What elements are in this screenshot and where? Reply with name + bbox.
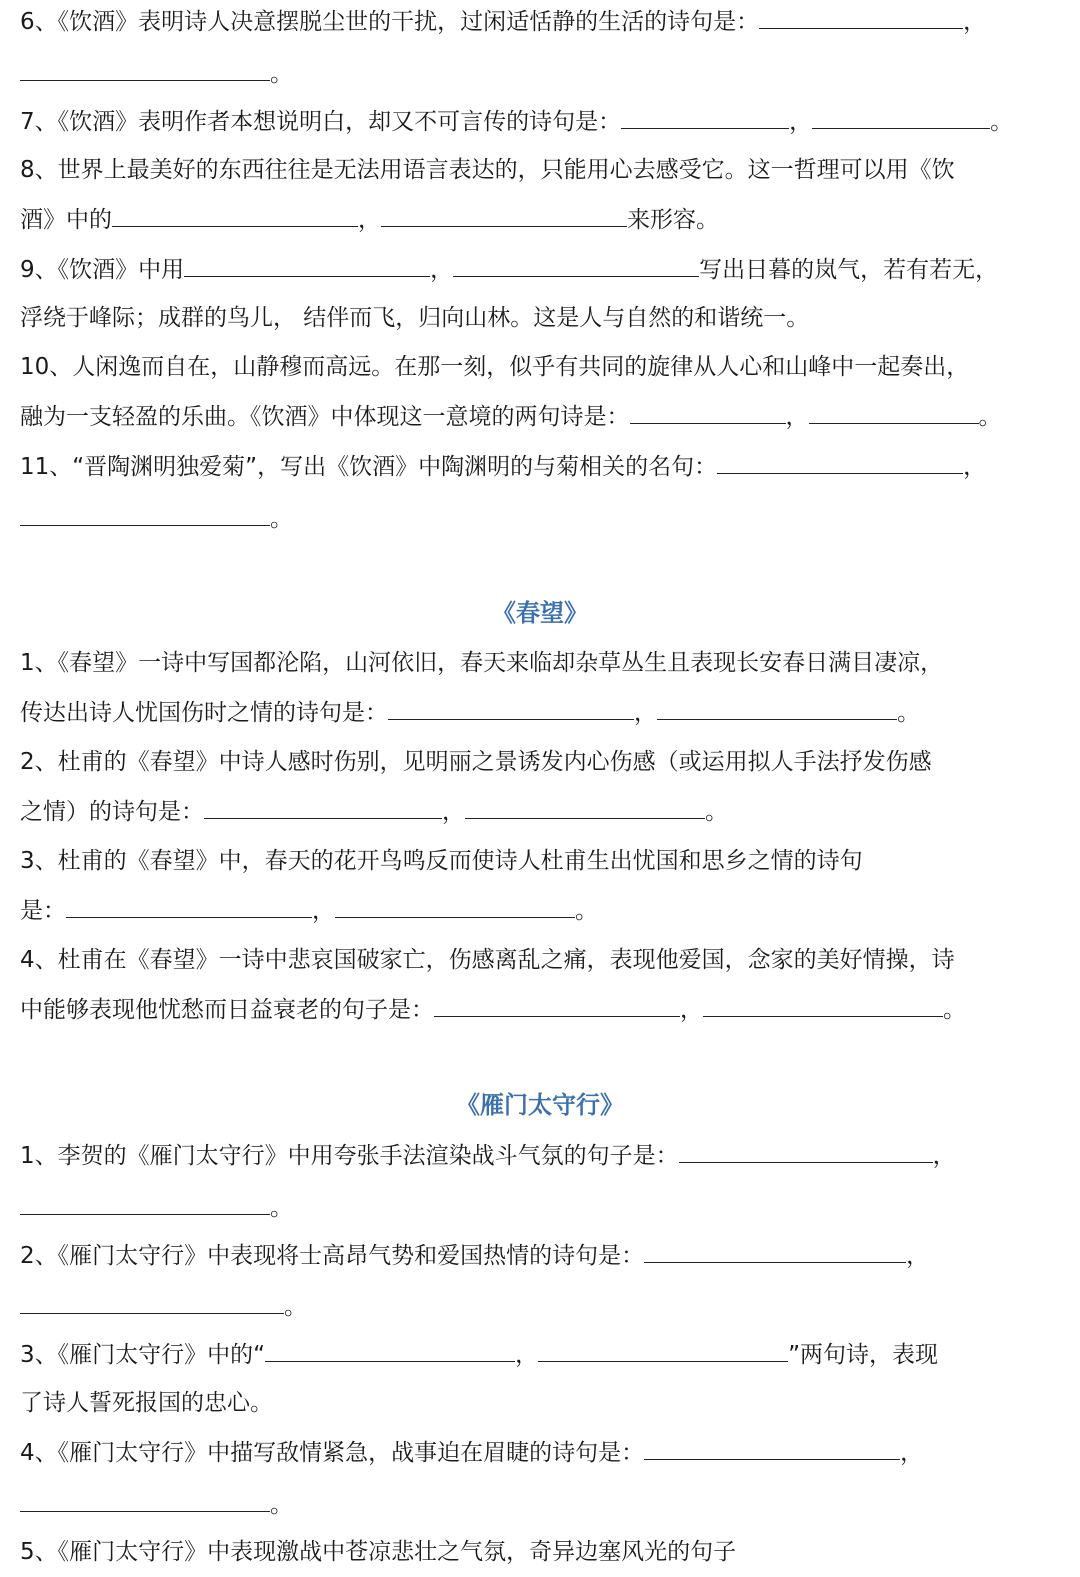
yinjiu-q10-line2 bbox=[20, 401, 1060, 431]
question-text: ， bbox=[680, 997, 703, 1023]
answer-blank[interactable] bbox=[679, 1140, 933, 1163]
answer-blank[interactable] bbox=[644, 1240, 906, 1263]
question-text: 10、人闲逸而自在，山静穆而高远。在那一刻，似乎有共同的旋律从人心和山峰中一起奏出， bbox=[20, 354, 970, 380]
answer-blank[interactable] bbox=[66, 895, 312, 918]
answer-blank[interactable] bbox=[759, 6, 963, 29]
question-text: 。 bbox=[705, 799, 728, 825]
yinjiu-q11-line2 bbox=[20, 503, 1060, 533]
question-text: 6、《饮酒》表明诗人决意摆脱尘世的干扰，过闲适恬静的生活的诗句是： bbox=[20, 9, 760, 35]
answer-blank[interactable] bbox=[20, 503, 270, 526]
question-text: ， bbox=[789, 109, 813, 135]
answer-blank[interactable] bbox=[20, 1192, 270, 1215]
answer-blank[interactable] bbox=[204, 796, 442, 819]
question-text: 1、《春望》一诗中写国都沦陷，山河依旧，春天来临却杂草丛生且表现长安春日满目凄凉， bbox=[20, 650, 944, 676]
question-text: 11、“晋陶渊明独爱菊”，写出《饮酒》中陶渊明的与菊相关的名句： bbox=[20, 454, 718, 480]
question-text: 2、杜甫的《春望》中诗人感时伤别，见明丽之景诱发内心伤感（或运用拟人手法抒发伤感 bbox=[20, 749, 932, 775]
answer-blank[interactable] bbox=[20, 58, 270, 81]
chunwang-q2-line1 bbox=[20, 747, 1060, 777]
chunwang-q4-line1 bbox=[20, 945, 1060, 975]
yinjiu-q8-line1 bbox=[20, 155, 1060, 185]
question-text: 。 bbox=[270, 1195, 293, 1221]
yanmen-q3-line2 bbox=[20, 1388, 1060, 1418]
answer-blank[interactable] bbox=[453, 254, 699, 277]
question-text: 9、《饮酒》中用 bbox=[20, 257, 185, 283]
question-text: ， bbox=[515, 1342, 539, 1368]
answer-blank[interactable] bbox=[388, 697, 634, 720]
question-text: 。 bbox=[270, 61, 293, 87]
question-text: 4、杜甫在《春望》一诗中悲哀国破家亡，伤感离乱之痛，表现他爱国，念家的美好情操，诗 bbox=[20, 947, 955, 973]
question-text: 3、《雁门太守行》中的“ bbox=[20, 1342, 266, 1368]
question-text: ， bbox=[900, 1440, 924, 1466]
section-title-yanmen: 《雁门太守行》 bbox=[456, 1091, 624, 1119]
yanmen-q3-line1 bbox=[20, 1339, 1060, 1369]
question-text: 传达出诗人忧国伤时之情的诗句是： bbox=[20, 700, 388, 726]
chunwang-q3-line2 bbox=[20, 895, 1060, 925]
question-text: ”两句诗，表现 bbox=[788, 1342, 938, 1368]
answer-blank[interactable] bbox=[703, 994, 943, 1017]
answer-blank[interactable] bbox=[184, 254, 430, 277]
question-text: ， bbox=[932, 1143, 956, 1169]
answer-blank[interactable] bbox=[465, 796, 705, 819]
question-text: ， bbox=[906, 1243, 930, 1269]
chunwang-q1-line2 bbox=[20, 697, 1060, 727]
question-text: 了诗人誓死报国的忠心。 bbox=[20, 1390, 273, 1416]
question-text: ， bbox=[430, 257, 454, 283]
question-text: 。 bbox=[943, 997, 966, 1023]
yanmen-q2-line2 bbox=[20, 1291, 1060, 1321]
question-text: 8、世界上最美好的东西往往是无法用语言表达的，只能用心去感受它。这一哲理可以用《饮 bbox=[20, 157, 955, 183]
question-text: 7、《饮酒》表明作者本想说明白，却又不可言传的诗句是： bbox=[20, 109, 622, 135]
question-text: 。 bbox=[575, 898, 598, 924]
yinjiu-q11-line1 bbox=[20, 451, 1060, 481]
answer-blank[interactable] bbox=[381, 204, 627, 227]
question-text: 浮绕于峰际；成群的鸟儿， 结伴而飞，归向山林。这是人与自然的和谐统一。 bbox=[20, 305, 810, 331]
yinjiu-q6-line1 bbox=[20, 6, 1060, 36]
question-text: ， bbox=[442, 799, 465, 825]
question-text: 。 bbox=[978, 404, 1002, 430]
answer-blank[interactable] bbox=[20, 1291, 284, 1314]
yanmen-q1-line2 bbox=[20, 1192, 1060, 1222]
chunwang-q2-line2 bbox=[20, 796, 1060, 826]
question-text: 中能够表现他忧愁而日益衰老的句子是： bbox=[20, 997, 434, 1023]
question-text: 4、《雁门太守行》中描写敌情紧急，战事迫在眉睫的诗句是： bbox=[20, 1440, 645, 1466]
question-text: ， bbox=[785, 404, 809, 430]
question-text: 酒》中的 bbox=[20, 207, 112, 233]
question-text: 5、《雁门太守行》中表现激战中苍凉悲壮之气氛，奇异边塞风光的句子 bbox=[20, 1539, 737, 1565]
question-text: 。 bbox=[897, 700, 920, 726]
answer-blank[interactable] bbox=[809, 401, 979, 424]
question-text: 。 bbox=[270, 506, 293, 532]
question-text: ， bbox=[312, 898, 335, 924]
answer-blank[interactable] bbox=[434, 994, 680, 1017]
question-text: ， bbox=[963, 9, 987, 35]
yinjiu-q9-line2 bbox=[20, 303, 1060, 333]
yanmen-q4-line1 bbox=[20, 1437, 1060, 1467]
yanmen-q5-line1 bbox=[20, 1537, 1060, 1567]
question-text: 之情）的诗句是： bbox=[20, 799, 204, 825]
question-text: 来形容。 bbox=[627, 207, 719, 233]
yinjiu-q6-line2 bbox=[20, 58, 1060, 88]
question-text: 。 bbox=[270, 1492, 293, 1518]
yinjiu-q7-line1 bbox=[20, 106, 1060, 136]
yanmen-q2-line1 bbox=[20, 1240, 1060, 1270]
yanmen-q4-line2 bbox=[20, 1489, 1060, 1519]
question-text: ， bbox=[634, 700, 657, 726]
answer-blank[interactable] bbox=[657, 697, 897, 720]
answer-blank[interactable] bbox=[621, 106, 789, 129]
question-text: ， bbox=[963, 454, 987, 480]
question-text: 。 bbox=[990, 109, 1014, 135]
answer-blank[interactable] bbox=[538, 1339, 788, 1362]
chunwang-q4-line2 bbox=[20, 994, 1060, 1024]
chunwang-q3-line1 bbox=[20, 846, 1060, 876]
yinjiu-q8-line2 bbox=[20, 204, 1060, 234]
question-text: 写出日暮的岚气，若有若无， bbox=[699, 257, 999, 283]
question-text: 1、李贺的《雁门太守行》中用夸张手法渲染战斗气氛的句子是： bbox=[20, 1143, 679, 1169]
yinjiu-q10-line1 bbox=[20, 352, 1060, 382]
answer-blank[interactable] bbox=[335, 895, 575, 918]
question-text: 3、杜甫的《春望》中，春天的花开鸟鸣反而使诗人杜甫生出忧国和思乡之情的诗句 bbox=[20, 848, 863, 874]
answer-blank[interactable] bbox=[717, 451, 963, 474]
answer-blank[interactable] bbox=[265, 1339, 515, 1362]
answer-blank[interactable] bbox=[630, 401, 786, 424]
question-text: 。 bbox=[284, 1294, 307, 1320]
yanmen-q1-line1 bbox=[20, 1140, 1060, 1170]
answer-blank[interactable] bbox=[644, 1437, 900, 1460]
answer-blank[interactable] bbox=[812, 106, 990, 129]
yinjiu-q9-line1 bbox=[20, 254, 1060, 284]
question-text: 融为一支轻盈的乐曲。《饮酒》中体现这一意境的两句诗是： bbox=[20, 404, 630, 430]
question-text: 2、《雁门太守行》中表现将士高昂气势和爱国热情的诗句是： bbox=[20, 1243, 645, 1269]
answer-blank[interactable] bbox=[112, 204, 358, 227]
question-text: 是： bbox=[20, 898, 66, 924]
answer-blank[interactable] bbox=[20, 1489, 270, 1512]
chunwang-q1-line1 bbox=[20, 648, 1060, 678]
section-title-chunwang: 《春望》 bbox=[492, 599, 588, 627]
question-text: ， bbox=[358, 207, 381, 233]
